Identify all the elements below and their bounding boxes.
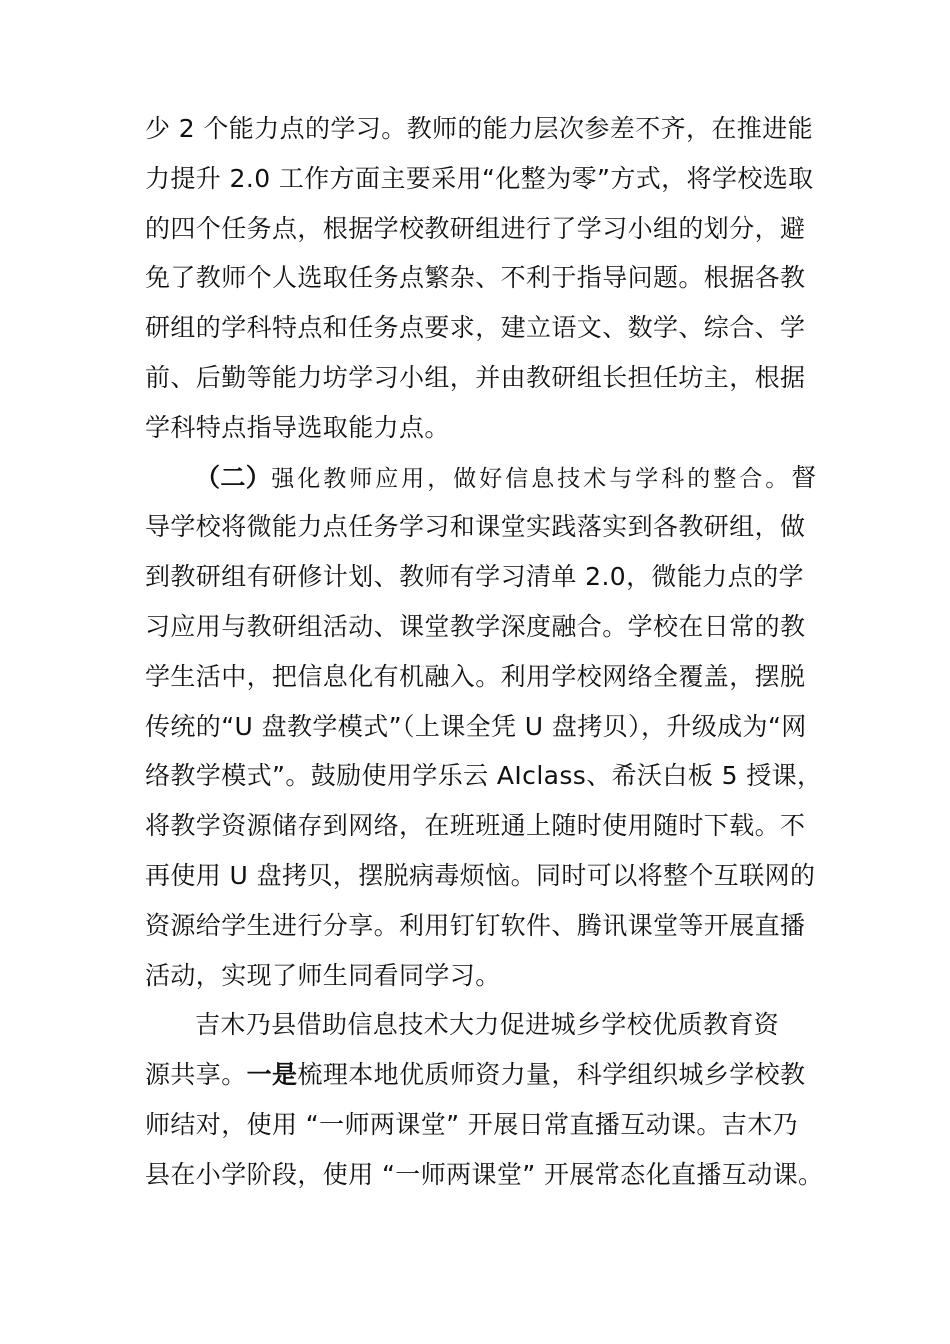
paragraph-line: 到教研组有研修计划、教师有学习清单 2.0，微能力点的学 (145, 562, 804, 592)
emphasis-text: 一是 (246, 1060, 298, 1090)
paragraph-line: 前、后勤等能力坊学习小组，并由教研组长担任坊主，根据 (145, 362, 806, 392)
paragraph-text: 梳理本地优质师资力量，科学组织城乡学校教 (297, 1060, 806, 1090)
paragraph-line: 师结对，使用 “一师两课堂” 开展日常直播互动课。吉木乃 (145, 1109, 798, 1139)
paragraph-line: 力提升 2.0 工作方面主要采用“化整为零”方式，将学校选取 (145, 163, 814, 193)
paragraph-line: 资源给学生进行分享。利用钉钉软件、腾讯课堂等开展直播 (145, 910, 806, 940)
paragraph-line: 活动，实现了师生同看同学习。 (145, 960, 501, 990)
paragraph-line: 免了教师个人选取任务点繁杂、不利于指导问题。根据各教 (145, 263, 806, 293)
paragraph-line: 络教学模式”。鼓励使用学乐云 AIclass、希沃白板 5 授课， (145, 761, 823, 791)
paragraph-line: 少 2 个能力点的学习。教师的能力层次参差不齐，在推进能 (145, 114, 814, 143)
paragraph-line: 将教学资源储存到网络，在班班通上随时使用随时下载。不 (145, 811, 806, 841)
paragraph-line: 再使用 U 盘拷贝，摆脱病毒烦恼。同时可以将整个互联网的 (145, 860, 816, 890)
paragraph-line: 学科特点指导选取能力点。 (145, 412, 450, 442)
paragraph-line (145, 1050, 810, 1100)
section-number: （二） (195, 462, 272, 492)
section-heading: 强化教师应用，做好信息技术与学科的整合。 (271, 465, 792, 492)
paragraph-text: 督 (791, 462, 817, 492)
paragraph-line: 吉木乃县借助信息技术大力促进城乡学校优质教育资 (195, 1010, 780, 1040)
paragraph-line: 县在小学阶段，使用 “一师两课堂” 开展常态化直播互动课。 (145, 1159, 824, 1189)
paragraph-line: 的四个任务点，根据学校教研组进行了学习小组的划分，避 (145, 213, 806, 243)
paragraph-line: 导学校将微能力点任务学习和课堂实践落实到各教研组，做 (145, 512, 806, 542)
paragraph-line: 研组的学科特点和任务点要求，建立语文、数学、综合、学 (145, 313, 806, 343)
document-body (145, 104, 824, 1200)
paragraph-line: 传统的“U 盘教学模式”（上课全凭 U 盘拷贝），升级成为“网 (145, 711, 807, 741)
paragraph-line: 学生活中，把信息化有机融入。利用学校网络全覆盖，摆脱 (145, 661, 806, 691)
paragraph-line: 习应用与教研组活动、课堂教学深度融合。学校在日常的教 (145, 611, 806, 641)
section-heading-line (145, 453, 817, 503)
paragraph-text: 源共享。 (145, 1060, 247, 1090)
